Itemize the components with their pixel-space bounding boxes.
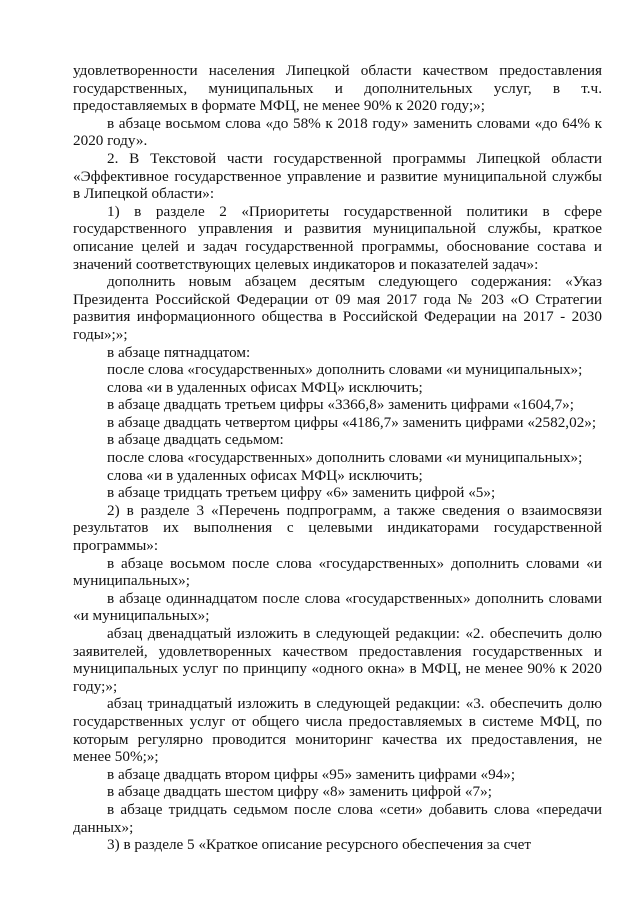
paragraph-5: дополнить новым абзацем десятым следующего содержания: «Указ Президента Российской Федерации от 09 мая 2017 года № 203 «О Стратегии развития информационного общества в Российской Федерации на 2017 - 2030 годы»;»; [73,273,602,343]
paragraph-9: в абзаце двадцать третьем цифры «3366,8» заменить цифрами «1604,7»; [107,396,575,414]
paragraph-6: в абзаце пятнадцатом: [107,343,251,361]
paragraph-10: в абзаце двадцать четвертом цифры «4186,7» заменить цифрами «2582,02»; [107,413,597,431]
paragraph-15: 2) в разделе 3 «Перечень подпрограмм, а также сведения о взаимосвязи результатов их выполнения с целевыми индикаторами государственной программы»: [73,501,602,555]
paragraph-18: абзац двенадцатый изложить в следующей редакции: «2. обеспечить долю заявителей, удовлетворенных качеством предоставления государственных и муниципальных услуг по принципу «одного окна» в МФЦ, не менее 90% к 2020 году;»; [73,625,602,695]
paragraph-23: 3) в разделе 5 «Краткое описание ресурсного обеспечения за счет [107,836,532,854]
document-page [73,62,602,854]
paragraph-20: в абзаце двадцать втором цифры «95» заменить цифрами «94»; [107,765,516,783]
paragraph-13: слова «и в удаленных офисах МФЦ» исключить; [107,466,423,484]
paragraph-14: в абзаце тридцать третьем цифру «6» заменить цифрой «5»; [107,484,496,502]
paragraph-16: в абзаце восьмом после слова «государственных» дополнить словами «и муниципальных»; [73,554,602,590]
paragraph-11: в абзаце двадцать седьмом: [107,431,284,449]
paragraph-21: в абзаце двадцать шестом цифру «8» заменить цифрой «7»; [107,783,492,801]
paragraph-4: 1) в разделе 2 «Приоритеты государственной политики в сфере государственного управления и развития муниципальной службы, краткое описание целей и задач государственной программы, обоснование состава и значений соответствующих целевых индикаторов и показателей задач»: [73,202,602,273]
paragraph-8: слова «и в удаленных офисах МФЦ» исключить; [107,378,423,396]
paragraph-7: после слова «государственных» дополнить словами «и муниципальных»; [107,361,583,379]
paragraph-22: в абзаце тридцать седьмом после слова «сети» добавить слова «передачи данных»; [73,800,602,836]
paragraph-17: в абзаце одиннадцатом после слова «государственных» дополнить словами «и муниципальных»; [73,589,602,625]
paragraph-2: в абзаце восьмом слова «до 58% к 2018 году» заменить словами «до 64% к 2020 году». [73,114,602,150]
paragraph-19: абзац тринадцатый изложить в следующей редакции: «3. обеспечить долю государственных услуг от общего числа предоставляемых в системе МФЦ, по которым регулярно проводится мониторинг качества их предоставления, не менее 50%;»; [73,695,602,766]
paragraph-1: удовлетворенности населения Липецкой области качеством предоставления государственных, муниципальных и дополнительных услуг, в т.ч. предоставляемых в формате МФЦ, не менее 90% к 2020 году;»; [73,62,602,115]
paragraph-3: 2. В Текстовой части государственной программы Липецкой области «Эффективное государственное управление и развитие муниципальной службы в Липецкой области»: [73,149,602,203]
paragraph-12: после слова «государственных» дополнить словами «и муниципальных»; [107,449,583,467]
